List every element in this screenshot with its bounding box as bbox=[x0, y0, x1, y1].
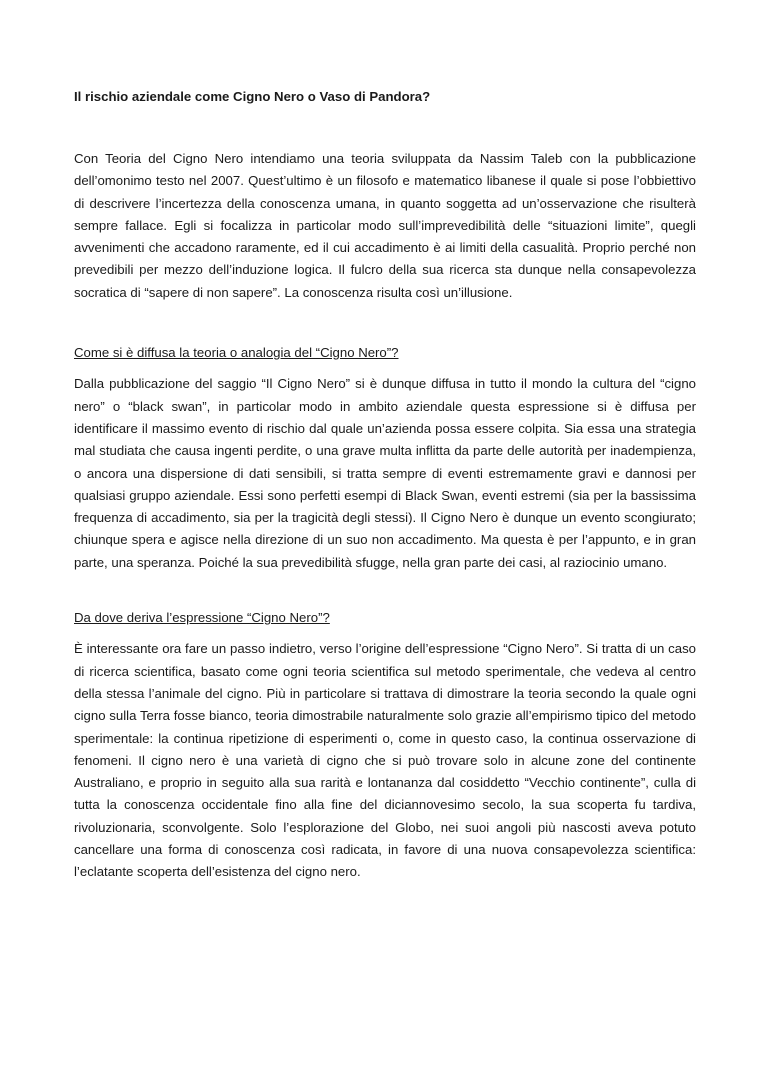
section-origin bbox=[74, 607, 696, 884]
section-body: È interessante ora fare un passo indietro, verso l’origine dell’espressione “Cigno Nero”. Si tratta di un caso di ricerca scientifica, basato come ogni teoria scientifica sul metodo sperimentale, che vedeva al centro della stessa l’animale del cigno. Più in particolare si trattava di dimostrare la teoria secondo la quale ogni cigno sulla Terra fosse bianco, teoria dimostrabile naturalmente solo grazie all’empirismo tipico del metodo sperimentale: la continua ripetizione di esperimenti o, come in questo caso, la continua osservazione di fenomeni. Il cigno nero è una varietà di cigno che si può trovare solo in alcune zone del continente Australiano, e proprio in seguito alla sua rarità e lontananza dal cosiddetto “Vecchio continente”, culla di tutta la conoscenza occidentale fino alla fine del diciannovesimo secolo, la sua scoperta fu tardiva, rivoluzionaria, sconvolgente. Solo l’esplorazione del Globo, nei suoi angoli più nascosti aveva potuto cancellare una forma di conoscenza così radicata, in favore di una nuova consapevolezza scientifica: l’eclatante scoperta dell’esistenza del cigno nero. bbox=[74, 641, 696, 880]
section-body: Dalla pubblicazione del saggio “Il Cigno Nero” si è dunque diffusa in tutto il mondo la cultura del “cigno nero” o “black swan”, in particolar modo in ambito aziendale questa espressione si è diffusa per identificare il massimo evento di rischio dal quale un’azienda possa essere colpita. Sia essa una strategia mal studiata che causa ingenti perdite, o una grave multa inflitta da parte delle autorità per inadempienza, o ancora una dispersione di dati sensibili, si tratta sempre di eventi estremamente gravi e dannosi per qualsiasi gruppo aziendale. Essi sono perfetti esempi di Black Swan, eventi estremi (sia per la bassissima frequenza di accadimento, sia per la tragicità degli stessi). Il Cigno Nero è dunque un evento scongiurato; chiunque spera e agisce nella direzione di un suo non accadimento. Ma questa è per l’appunto, e in gran parte, una speranza. Poiché la sua prevedibilità sfugge, nella gran parte dei casi, al raziocinio umano. bbox=[74, 376, 696, 570]
intro-paragraph: Con Teoria del Cigno Nero intendiamo una teoria sviluppata da Nassim Taleb con la pubblicazione dell’omonimo testo nel 2007. Quest’ultimo è un filosofo e matematico libanese il quale si pose l’obbiettivo di descrivere l’incertezza della conoscenza umana, in quanto soggetta ad un’osservazione che risulterà sempre fallace. Egli si focalizza in particolar modo sull’imprevedibilità delle “situazioni limite”, quegli avvenimenti che accadono raramente, ed il cui accadimento è ai limiti della casualità. Proprio perché non prevedibili per mezzo dell’induzione logica. Il fulcro della sua ricerca sta dunque nella consapevolezza socratica di “sapere di non sapere”. La conoscenza risulta così un’illusione. bbox=[74, 151, 696, 300]
section-heading: Da dove deriva l’espressione “Cigno Nero”? bbox=[74, 610, 330, 626]
document-title: Il rischio aziendale come Cigno Nero o Vaso di Pandora? bbox=[74, 89, 431, 104]
section-heading: Come si è diffusa la teoria o analogia del “Cigno Nero”? bbox=[74, 345, 399, 361]
section-diffusion bbox=[74, 342, 696, 574]
